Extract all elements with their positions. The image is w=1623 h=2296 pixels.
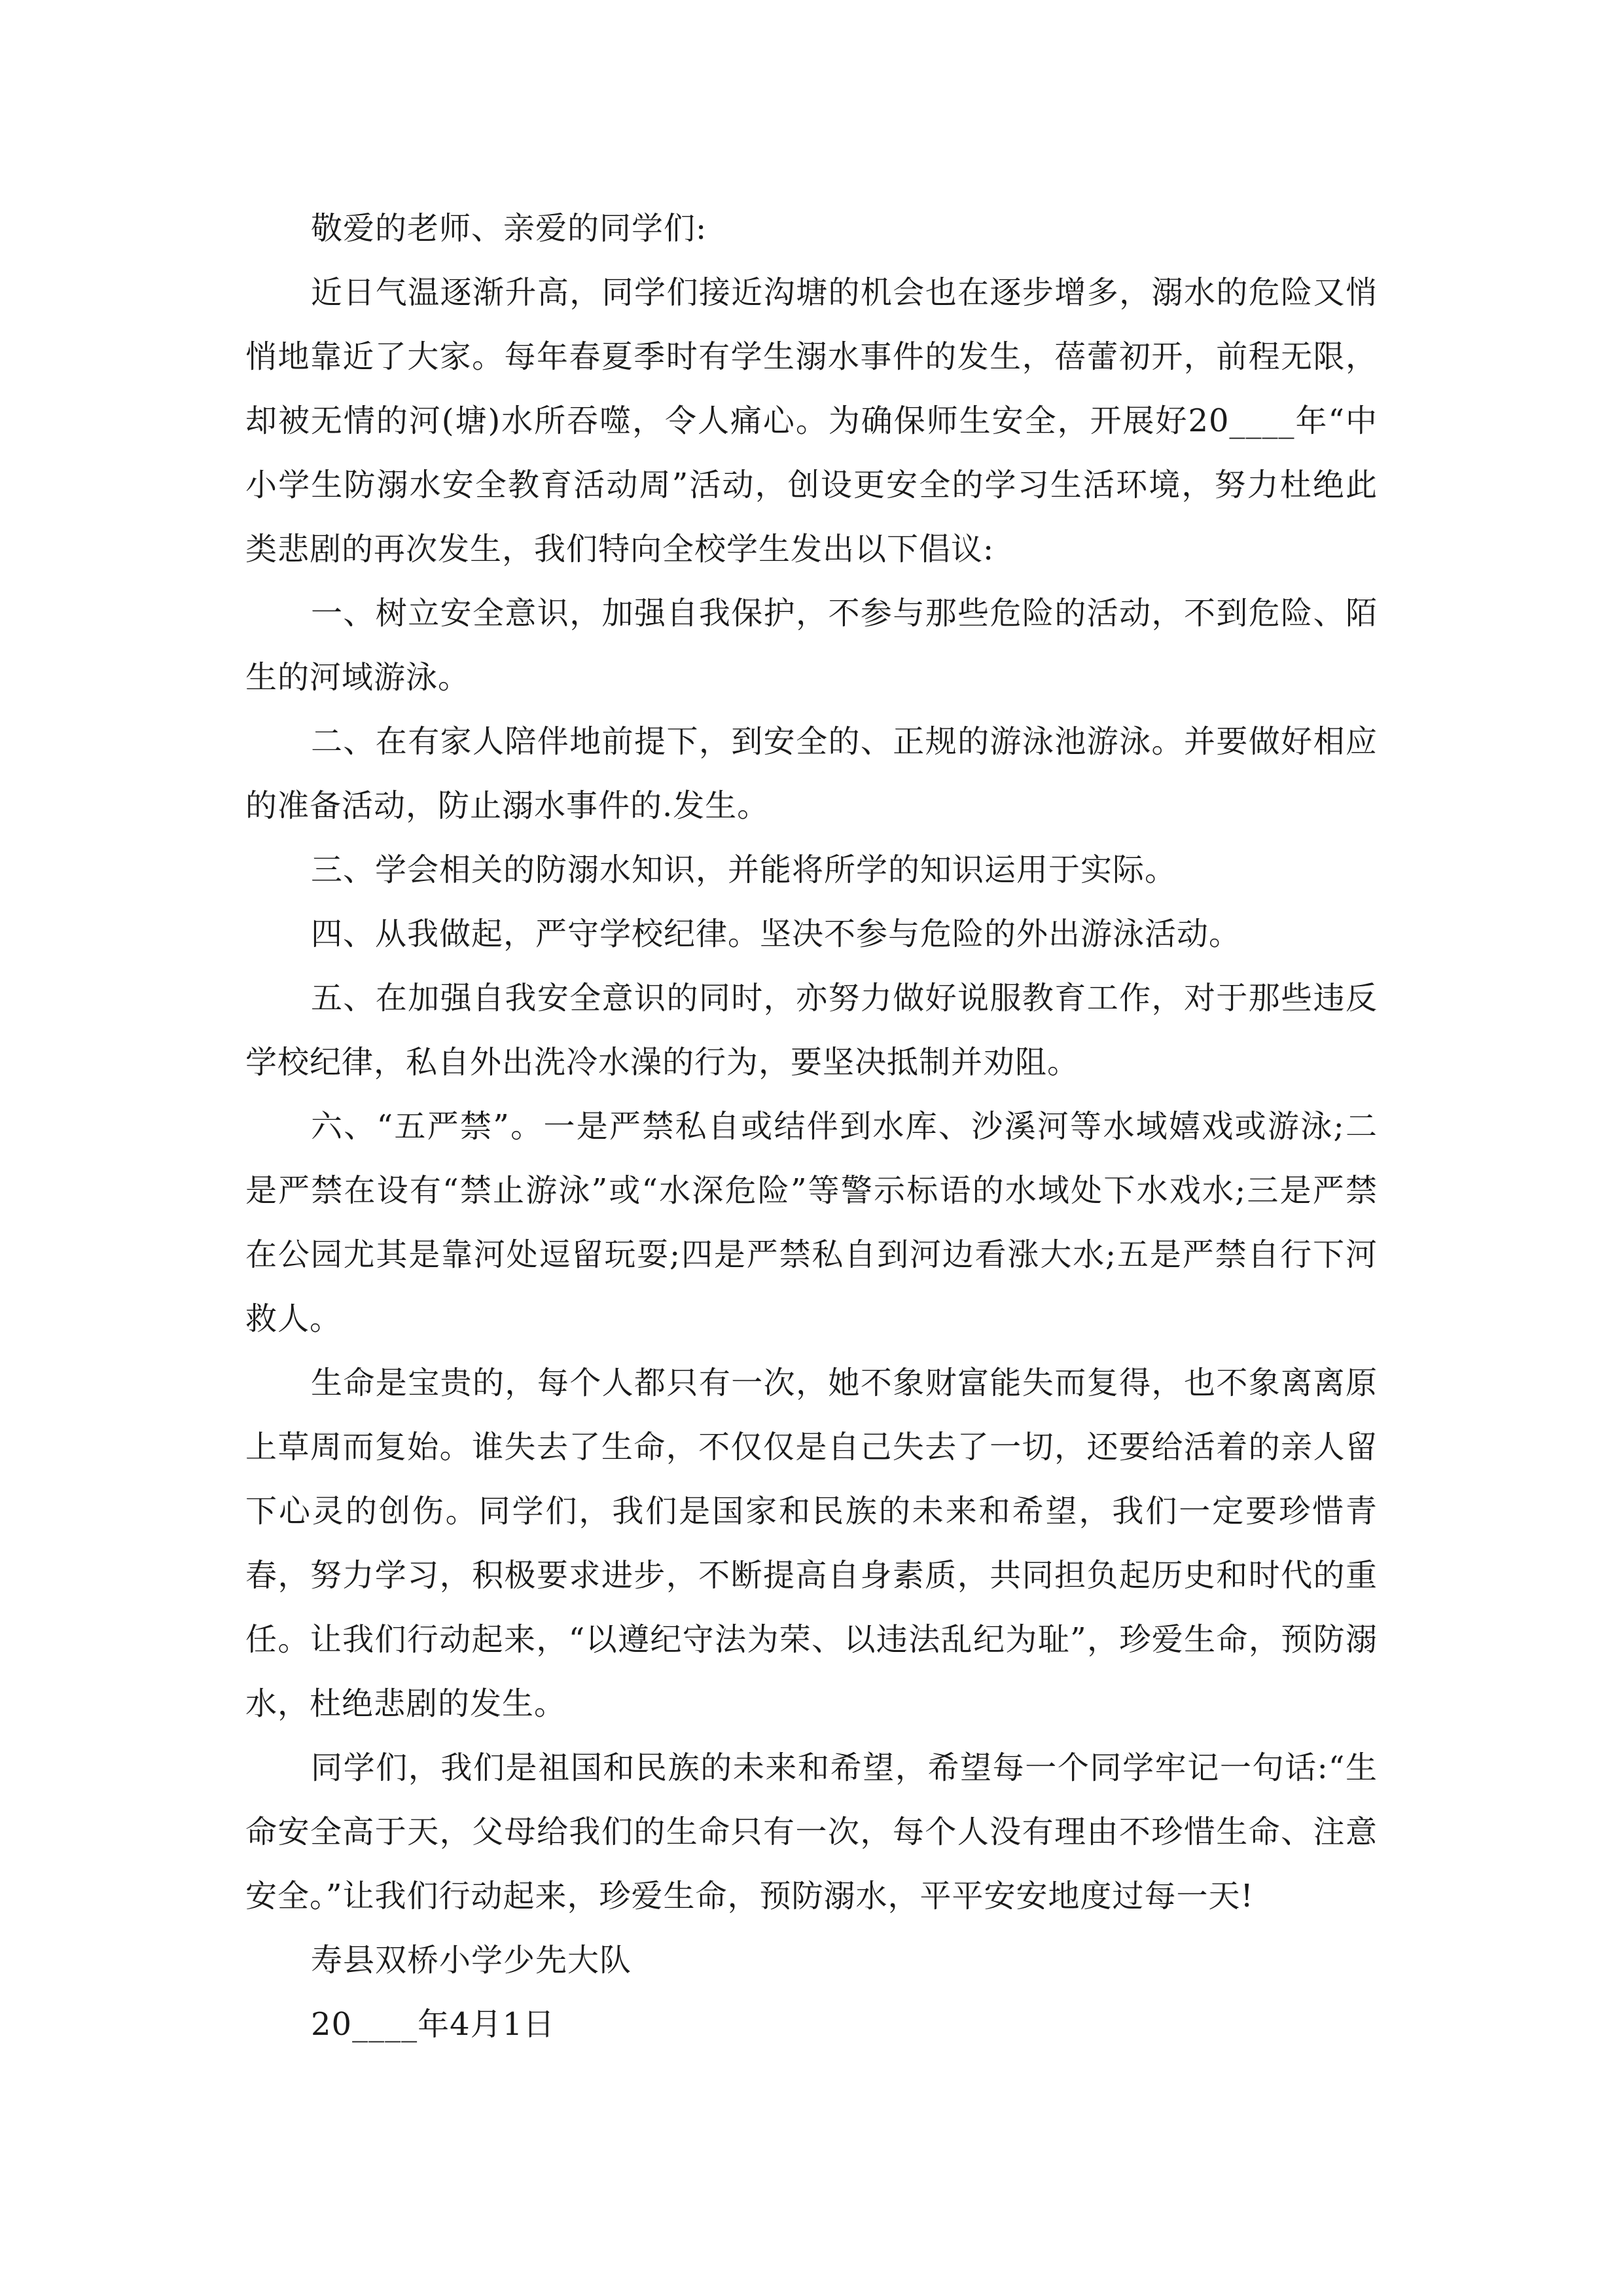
paragraph-item-6: 六、“五严禁”。一是严禁私自或结伴到水库、沙溪河等水域嬉戏或游泳;二是严禁在设有“禁止游泳”或“水深危险”等警示标语的水域处下水戏水;三是严禁在公园尤其是靠河处逗留玩耍;四是严禁私自到河边看涨大水;五是严禁自行下河救人。: [245, 1108, 1378, 1337]
paragraph-item-4: 四、从我做起，严守学校纪律。坚决不参与危险的外出游泳活动。: [311, 916, 1241, 952]
date: 20____年4月1日: [311, 2006, 556, 2043]
paragraph-intro: 近日气温逐渐升高，同学们接近沟塘的机会也在逐步增多，溺水的危险又悄悄地靠近了大家。每年春夏季时有学生溺水事件的发生，蓓蕾初开，前程无限，却被无情的河(塘)水所吞噬，令人痛心。为确保师生安全，开展好20____年“中小学生防溺水安全教育活动周”活动，创设更安全的学习生活环境，努力杜绝此类悲剧的再次发生，我们特向全校学生发出以下倡议:: [245, 274, 1378, 567]
signature: 寿县双桥小学少先大队: [311, 1942, 632, 1979]
paragraph-item-5: 五、在加强自我安全意识的同时，亦努力做好说服教育工作，对于那些违反学校纪律，私自外出洗冷水澡的行为，要坚决抵制并劝阻。: [245, 980, 1378, 1081]
paragraph-closing: 同学们，我们是祖国和民族的未来和希望，希望每一个同学牢记一句话:“生命安全高于天，父母给我们的生命只有一次，每个人没有理由不珍惜生命、注意安全。”让我们行动起来，珍爱生命，预防溺水，平平安安地度过每一天!: [245, 1749, 1378, 1914]
paragraph-item-2: 二、在有家人陪伴地前提下，到安全的、正规的游泳池游泳。并要做好相应的准备活动，防止溺水事件的.发生。: [245, 723, 1378, 824]
paragraph-item-3: 三、学会相关的防溺水知识，并能将所学的知识运用于实际。: [311, 852, 1177, 888]
salutation: 敬爱的老师、亲爱的同学们:: [311, 210, 707, 247]
paragraph-item-1: 一、树立安全意识，加强自我保护，不参与那些危险的活动，不到危险、陌生的河域游泳。: [245, 595, 1378, 696]
paragraph-life: 生命是宝贵的，每个人都只有一次，她不象财富能失而复得，也不象离离原上草周而复始。谁失去了生命，不仅仅是自己失去了一切，还要给活着的亲人留下心灵的创伤。同学们，我们是国家和民族的未来和希望，我们一定要珍惜青春，努力学习，积极要求进步，不断提高自身素质，共同担负起历史和时代的重任。让我们行动起来，“以遵纪守法为荣、以违法乱纪为耻”，珍爱生命，预防溺水，杜绝悲剧的发生。: [245, 1365, 1378, 1722]
document-body: [245, 196, 1378, 2056]
